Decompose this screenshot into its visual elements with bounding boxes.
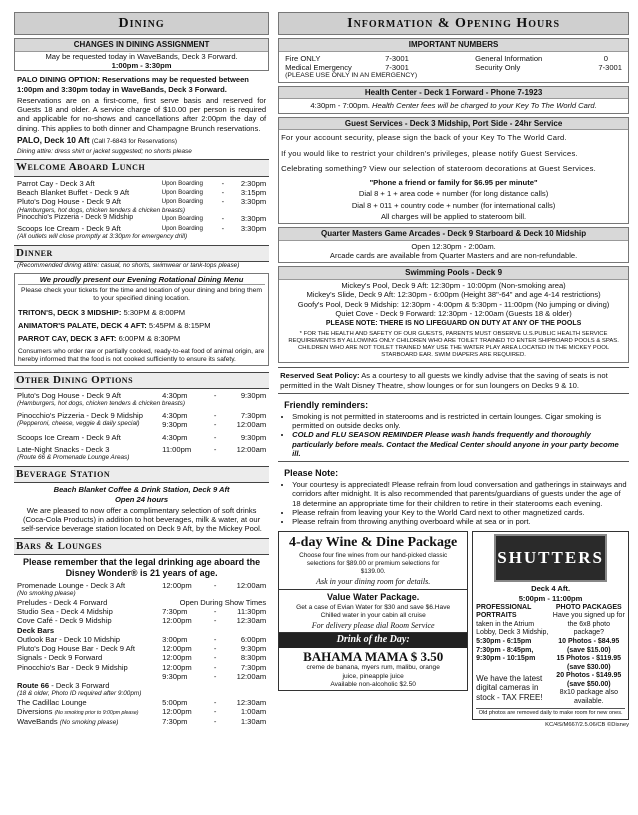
beverage-line1: Beach Blanket Coffee & Drink Station, Deck 9 Aft	[53, 485, 230, 495]
beverage-header: Beverage Station	[14, 466, 269, 483]
list-item: Pinocchio's Pizzeria - Deck 9 Midship Upon Boarding - 3:30pm	[17, 214, 267, 224]
bar-name: Cove Café - Deck 9 Midship	[17, 616, 112, 626]
health-note: Health Center fees will be charged to your Key To The World Card.	[372, 101, 597, 111]
shutters-left	[476, 604, 548, 706]
bar-name: Studio Sea - Deck 4 Midship	[17, 607, 113, 617]
list-item: The Cadillac Lounge 5:00pm - 12:30am	[17, 698, 267, 708]
other-close: 12:00am	[236, 444, 267, 454]
bar-open: 7:30pm	[162, 607, 188, 617]
pools-title: Swimming Pools - Deck 9	[279, 267, 628, 280]
deck-bars-heading: Deck Bars	[17, 625, 55, 635]
bar-name: Pinocchio's Bar - Deck 9 Midship	[17, 662, 128, 672]
animators-time: 5:45PM & 8:15PM	[148, 321, 211, 331]
lunch-mid: Upon Boarding	[161, 179, 203, 187]
package-save: (save $30.00)	[566, 663, 611, 671]
package-price: 20 Photos - $149.95	[556, 672, 622, 680]
phone-line-2: Dial 8 + 011 + country code + number (for international calls)	[351, 200, 556, 210]
parrot-label: PARROT CAY, DECK 3 AFT:	[18, 334, 117, 344]
palo-attire: Dining attire: dress shirt or jacket suggested; no shorts please	[17, 147, 192, 155]
ads-row	[278, 531, 629, 720]
other-open: 4:30pm	[162, 390, 188, 400]
palo-call-line	[17, 135, 266, 146]
lunch-mid: Upon Boarding	[161, 189, 203, 197]
bar-close: 6:00pm	[240, 634, 267, 644]
bar-open: 12:00pm	[162, 653, 192, 663]
list-item: Parrot Cay - Deck 3 Aft Upon Boarding - 2:30pm	[17, 178, 267, 188]
reserved-policy	[278, 371, 629, 390]
other-note: (Hamburgers, hot dogs, chicken tenders & chicken breasts)	[17, 400, 186, 408]
list-item: Beach Blanket Buffet - Deck 9 Aft Upon Boarding - 3:15pm	[17, 188, 267, 198]
pool-item: Quiet Cove - Deck 9 Forward: 12:30pm - 12:00am (Guests 18 & older)	[335, 308, 572, 318]
wine-text: Choose four fine wines from our hand-picked classic selections for $89.00 or premium selections for $139.00.	[299, 552, 448, 576]
palo-option: PALO DINING OPTION: Reservations may be requested between 1:00pm and 3:30pm today in WaveBands, Deck 3 Forward.	[17, 75, 249, 94]
list-item: Diversions (No smoking prior to 9:00pm please) 12:00pm - 1:00am	[17, 707, 267, 717]
pools-box	[278, 266, 629, 363]
bar-hours: Open During Show Times	[179, 597, 267, 607]
guest-box	[278, 117, 629, 225]
dinner-box	[14, 273, 269, 366]
list-item	[14, 598, 269, 607]
emergency-note: (PLEASE USE ONLY IN AN EMERGENCY)	[285, 72, 418, 80]
bar-name: The Cadillac Lounge	[17, 698, 87, 708]
lunch-time: 3:30pm	[240, 197, 267, 207]
list-item: • Please refrain from leaving your Key to the World Card next to other magnetized cards.	[292, 508, 629, 517]
bar-open: 12:00pm	[162, 580, 192, 590]
package-save: (save $50.00)	[566, 680, 611, 688]
dining-header: Dining	[14, 12, 269, 35]
number-label: General Information	[475, 53, 543, 63]
water-ad	[278, 590, 468, 634]
bar-note: (No smoking prior to 9:00pm please)	[54, 710, 139, 717]
list-item: Cove Café - Deck 9 Midship 12:00pm - 12:30am	[17, 616, 267, 626]
bar-close: 12:30am	[236, 616, 267, 626]
other-name: Scoops Ice Cream - Deck 9 Aft	[17, 432, 121, 442]
album-text: 8x10 package also available.	[559, 689, 618, 705]
drink-ad	[278, 633, 468, 690]
reminders-list	[278, 412, 629, 458]
bar-open: 12:00pm	[162, 662, 192, 672]
left-ads	[278, 531, 468, 720]
animators-line	[18, 321, 265, 330]
changes-heading: CHANGES IN DINING ASSIGNMENT	[15, 39, 268, 52]
health-line	[279, 99, 628, 112]
portrait-time: 7:30pm - 8:45pm,	[476, 646, 534, 654]
lunch-name: Pinocchio's Pizzeria - Deck 9 Midship	[17, 214, 134, 222]
list-item: • Your courtesy is appreciated! Please refrain from loud conversation and gatherings in stairways and corridors after midnight. It is also recommended that parents/guardians of guests under the age of 18 determine an appropriate time for their children to retire in their staterooms each evening.	[292, 480, 629, 508]
wine-ad	[278, 531, 468, 589]
other-close: 9:30pm	[240, 432, 267, 442]
numbers-box	[278, 38, 629, 83]
parrot-time: 6:00PM & 8:30PM	[118, 334, 181, 344]
other-open: 9:30pm	[162, 420, 188, 430]
list-item: WaveBands (No smoking please) 7:30pm - 1:30am	[17, 716, 267, 726]
bar-name: Promenade Lounge - Deck 3 Aft	[17, 580, 126, 590]
number-label: Medical Emergency	[285, 63, 352, 73]
arcade-box	[278, 227, 629, 263]
bar-close: 8:30pm	[240, 653, 267, 663]
pool-item: Mickey's Pool, Deck 9 Aft: 12:30pm - 10:00pm (Non-smoking area)	[341, 281, 566, 291]
list-item: Pinocchio's Bar - Deck 9 Midship 12:00pm - 7:30pm	[17, 662, 267, 672]
bar-open: 7:30pm	[162, 716, 188, 726]
bar-close: 12:00am	[236, 671, 267, 681]
bar-name: Diversions	[17, 707, 53, 717]
number-value: 7-3001	[385, 63, 409, 73]
reserved-label: Reserved Seat Policy:	[280, 371, 360, 381]
drink-banner: Drink of the Day:	[279, 633, 467, 647]
bar-name: Preludes - Deck 4 Forward	[17, 597, 108, 607]
water-delivery: For delivery please dial Room Service	[311, 620, 435, 630]
other-note: (Route 66 & Promenade Lounge Areas)	[17, 454, 130, 462]
guest-text-1: For your account security, please sign the back of your Key To The World Card.	[281, 133, 567, 143]
health-hours: 4:30pm - 7:00pm.	[310, 101, 370, 111]
lunch-list	[14, 179, 269, 241]
other-open: 11:00pm	[162, 444, 192, 454]
package-save: (save $15.00)	[566, 646, 611, 654]
list-item: • Smoking is not permitted in staterooms and is restricted in certain lounges. Cigar smoking is permitted on outside decks only.	[292, 412, 629, 431]
palo-call: PALO, Deck 10 Aft	[17, 134, 90, 145]
list-item: (Pepperoni, cheese, veggie & daily special) 9:30pm - 12:00am	[17, 420, 267, 430]
lunch-closing-note: (All outlets will close promptly at 3:30pm for emergency drill)	[17, 232, 188, 240]
old-photos-note: Old photos are removed daily to make room for new ones.	[476, 708, 625, 717]
bar-open: 12:00pm	[162, 644, 192, 654]
bar-close: 1:30am	[240, 716, 267, 726]
palo-call-note: (Call 7-6843 for Reservations)	[91, 137, 177, 145]
portrait-time: 9:30pm - 10:15pm	[476, 655, 536, 663]
other-note: (Pepperoni, cheese, veggie & daily special)	[17, 420, 140, 428]
number-label: Fire ONLY	[285, 53, 321, 63]
bar-name: Outlook Bar - Deck 10 Midship	[17, 634, 120, 644]
parrot-line	[18, 334, 265, 343]
route66-line	[14, 681, 269, 690]
changes-text: May be requested today in WaveBands, Deck 3 Forward.	[45, 51, 238, 61]
pool-health-note: * FOR THE HEALTH AND SAFETY OF OUR GUESTS, PARENTS MUST OBSERVE U.S.PUBLIC HEALTH SERVICE REQUIREMENTS BY ALLOWING ONLY CHILDREN WHO ARE TOILET TRAINED TO ENTER SHIPBOARD POOLS & SPAS. CHILDREN WHO ARE NOT TOILET TRAINED MAY USE THE WATER PLAY AREA LOCATED IN THE MICKEY POOL STARBOARD EAR. SWIM DIAPERS ARE REQUIRED.	[288, 330, 619, 359]
pool-item: Mickey's Slide, Deck 9 Aft: 12:30pm - 6:00pm (Height 38"-64" and age 4-14 restrictions)	[306, 290, 601, 300]
bar-name: Signals - Deck 9 Forward	[17, 653, 103, 663]
numbers-heading: IMPORTANT NUMBERS	[279, 39, 628, 52]
lunch-time: 3:30pm	[240, 223, 267, 233]
tritons-label: TRITON'S, DECK 3 MIDSHIP:	[18, 307, 122, 317]
portraits-text: taken in the Atrium Lobby, Deck 3 Midship,	[476, 620, 549, 637]
bar-close: 12:00am	[236, 580, 267, 590]
info-header: Information & Opening Hours	[278, 12, 629, 35]
guest-text-2: If you would like to restrict your children's privileges, please notify Guest Services.	[281, 148, 578, 158]
drink-alt: Available non-alcoholic $2.50	[330, 680, 416, 688]
lunch-name: Parrot Cay - Deck 3 Aft	[17, 178, 95, 188]
numbers-row	[279, 52, 628, 63]
wine-ask: Ask in your dining room for details.	[316, 576, 431, 586]
list-item: Pluto's Dog House - Deck 9 Aft 4:30pm - 9:30pm	[17, 390, 267, 400]
lunch-mid: Upon Boarding	[161, 224, 203, 232]
health-title: Health Center - Deck 1 Forward - Phone 7-1923	[279, 87, 628, 100]
dinner-header: Dinner	[14, 245, 269, 262]
bar-close: 1:00am	[240, 707, 267, 717]
palo-text: Reservations are on a first-come, first serve basis and reserved for Guests 18 and older. A service charge of $10.00 per person is required and applicable for no-shows and cancellations after 2:00pm the day of dining. This applies to both dinner and Champagne Brunch reservations.	[17, 95, 267, 133]
route66-note: (18 & older, Photo ID required after 9:00pm)	[17, 690, 142, 698]
beverage-text: We are pleased to now offer a complimentary selection of soft drinks (Coca-Cola Products) in addition to hot beverages, milk & water, at our self-service beverage station located on Deck 9 Aft, by the Mickey Pool.	[21, 505, 262, 534]
water-title: Value Water Package.	[327, 591, 420, 602]
shutters-hours: 5:00pm - 11:00pm	[518, 593, 583, 603]
please-note-list	[278, 480, 629, 526]
list-item: Studio Sea - Deck 4 Midship 7:30pm - 11:30pm	[17, 607, 267, 617]
left-column	[14, 12, 269, 729]
shutters-deck: Deck 4 Aft.	[531, 584, 571, 594]
other-header: Other Dining Options	[14, 372, 269, 389]
number-value: 7-3001	[598, 63, 622, 73]
other-open: 4:30pm	[162, 411, 188, 421]
numbers-row	[279, 63, 628, 72]
lunch-mid: Upon Boarding	[161, 198, 203, 206]
bar-close: 12:30am	[236, 698, 267, 708]
drink-desc: creme de banana, myers rum, malibu, orange juice, pineapple juice	[306, 664, 440, 680]
cameras-text: We have the latest digital cameras in stock - TAX FREE!	[476, 673, 543, 703]
health-box	[278, 86, 629, 114]
list-item: Pluto's Dog House - Deck 9 Aft Upon Boarding - 3:30pm	[17, 197, 267, 207]
packages-text: Have you signed up for the 6x8 photo package?	[552, 612, 625, 637]
list-item: • Please refrain from throwing anything overboard while at sea or in port.	[292, 517, 629, 526]
packages-title: PHOTO PACKAGES	[555, 603, 622, 611]
shutters-logo	[494, 534, 607, 582]
lunch-name: Scoops Ice Cream - Deck 9 Aft	[17, 223, 121, 233]
reminders-title: Friendly reminders:	[284, 399, 369, 410]
list-item: Scoops Ice Cream - Deck 9 Aft 4:30pm - 9:30pm	[17, 432, 267, 442]
animators-label: ANIMATOR'S PALATE, DECK 4 AFT:	[18, 321, 147, 331]
list-item: Outlook Bar - Deck 10 Midship 3:00pm - 6:00pm	[17, 634, 267, 644]
lunch-name: Pluto's Dog House - Deck 9 Aft	[17, 197, 122, 207]
route66-title: Route 66	[17, 681, 50, 691]
list-item: • COLD and FLU SEASON REMINDER Please wash hands frequently and thoroughly particularly before meals. Contact the Medical Center should anyone in your party become ill.	[292, 430, 629, 458]
bar-open: 12:00pm	[162, 707, 192, 717]
drink-name: BAHAMA MAMA $ 3.50	[303, 648, 444, 664]
phone-title: "Phone a friend or family for $6.95 per minute"	[369, 178, 538, 188]
dinner-notice: Consumers who order raw or partially cooked, ready-to-eat food of animal origin, are hereby informed that the food is not cooked sufficiently to ensure its safety.	[18, 347, 265, 363]
bar-open: 5:00pm	[162, 698, 188, 708]
bar-close: 11:30pm	[237, 607, 267, 617]
other-open: 4:30pm	[162, 432, 188, 442]
other-name: Pinocchio's Pizzeria - Deck 9 Midship	[17, 411, 143, 421]
portrait-time: 5:30pm - 6:15pm	[476, 638, 532, 646]
other-close: 9:30pm	[240, 390, 267, 400]
arcade-title: Quarter Masters Game Arcades - Deck 9 Starboard & Deck 10 Midship	[279, 228, 628, 241]
bar-name: Pluto's Dog House Bar - Deck 9 Aft	[17, 644, 135, 654]
water-text: Get a case of Evian Water for $30 and save $6.Have Chilled water in your cabin all cruise	[296, 603, 451, 619]
number-value: 7-3001	[385, 53, 409, 63]
arcade-hours: Open 12:30pm - 2:00am.	[411, 241, 496, 251]
bar-note: (No smoking please)	[59, 718, 119, 726]
phone-line-1: Dial 8 + 1 + area code + number (for long distance calls)	[358, 189, 549, 199]
other-list	[14, 391, 269, 462]
dinner-attire: (Recommended dining attire: casual, no shorts, swimwear or tank-tops please)	[17, 262, 240, 270]
lunch-mid: Upon Boarding	[161, 215, 203, 223]
other-name: Pluto's Dog House - Deck 9 Aft	[17, 390, 122, 400]
other-name: Late-Night Snacks - Deck 3	[17, 444, 110, 454]
tritons-line	[18, 308, 265, 317]
lunch-time: 2:30pm	[240, 178, 267, 188]
wine-title: 4-day Wine & Dine Package	[289, 535, 458, 551]
phone-line-3: All charges will be applied to stateroom bill.	[380, 211, 527, 221]
right-column	[278, 12, 629, 729]
changes-time: 1:00pm - 3:30pm	[111, 61, 172, 71]
package-price: 15 Photos - $119.95	[556, 655, 622, 663]
shutters-logo-text: SHUTTERS	[497, 548, 604, 568]
footer-code: KC/4S/M667/2.5.06/CB ©Disney	[545, 722, 629, 729]
list-item: Promenade Lounge - Deck 3 Aft 12:00pm - 12:00am	[17, 580, 267, 590]
guest-title: Guest Services - Deck 3 Midship, Port Side - 24hr Service	[279, 118, 628, 131]
guest-text-3: Celebrating something? View our selection of stateroom decorations at Guest Services.	[281, 163, 597, 173]
lifeguard-note: PLEASE NOTE: THERE IS NO LIFEGUARD ON DUTY AT ANY OF THE POOLS	[325, 320, 582, 328]
package-price: 10 Photos - $84.95	[558, 638, 620, 646]
bars-header: Bars & Lounges	[14, 538, 269, 555]
arcade-note: Arcade cards are available from Quarter Masters and are non-refundable.	[329, 251, 578, 261]
number-label: Security Only	[475, 63, 521, 73]
dinner-rotational: We proudly present our Evening Rotational Dining Menu	[18, 275, 265, 285]
list-item: Scoops Ice Cream - Deck 9 Aft Upon Boarding - 3:30pm	[17, 223, 267, 233]
route66-deck: - Deck 3 Forward	[49, 681, 110, 691]
shutters-right	[553, 604, 625, 706]
bar-close: 7:30pm	[240, 662, 267, 672]
number-value: 0	[603, 53, 608, 63]
reserved-text: As a courtesy to all guests we kindly advise that the saving of seats is not permitted in the Walt Disney Theatre, show lounges or for sun loungers on Decks 9 & 10.	[280, 371, 608, 390]
bar-open: 12:00pm	[162, 616, 192, 626]
tritons-time: 5:30PM & 8:00PM	[123, 307, 186, 317]
lunch-time: 3:30pm	[240, 214, 267, 224]
list-item: 9:30pm - 12:00am	[162, 671, 267, 681]
list-item: Pinocchio's Pizzeria - Deck 9 Midship 4:30pm - 7:30pm	[17, 411, 267, 421]
other-close: 12:00am	[236, 420, 267, 430]
bar-close: 9:30pm	[240, 644, 267, 654]
bar-open: 9:30pm	[162, 671, 188, 681]
list-item: Pluto's Dog House Bar - Deck 9 Aft 12:00pm - 9:30pm	[17, 644, 267, 654]
bar-name: WaveBands	[17, 716, 58, 726]
lunch-pluto-note: (Hamburgers, hot dogs, chicken tenders & chicken breasts)	[17, 206, 186, 214]
please-note-title: Please Note:	[284, 468, 339, 479]
bar-open: 3:00pm	[162, 634, 188, 644]
portraits-title: PROFESSIONAL PORTRAITS	[476, 603, 532, 620]
other-close: 7:30pm	[240, 411, 267, 421]
lunch-time: 3:15pm	[240, 188, 267, 198]
pool-item: Goofy's Pool, Deck 9 Midship: 12:30pm - 4:00pm & 5:30pm - 11:00pm (No jumping or diving)	[297, 299, 610, 309]
dinner-check: Please check your tickets for the time and location of your dining and bring them to your specified dining location.	[21, 287, 263, 303]
lunch-header: Welcome Aboard Lunch	[14, 159, 269, 176]
bar-note: (No smoking please)	[17, 590, 76, 598]
bars-legal: Please remember that the legal drinking age aboard the Disney Wonder® is 21 years of age.	[23, 556, 261, 578]
shutters-cols	[476, 604, 625, 706]
dining-changes-box	[14, 38, 269, 71]
list-item: Signals - Deck 9 Forward 12:00pm - 8:30pm	[17, 653, 267, 663]
shutters-ad	[472, 531, 629, 720]
lunch-name: Beach Blanket Buffet - Deck 9 Aft	[17, 188, 130, 198]
beverage-line2: Open 24 hours	[114, 494, 169, 504]
list-item: Late-Night Snacks - Deck 3 11:00pm - 12:00am	[17, 444, 267, 454]
